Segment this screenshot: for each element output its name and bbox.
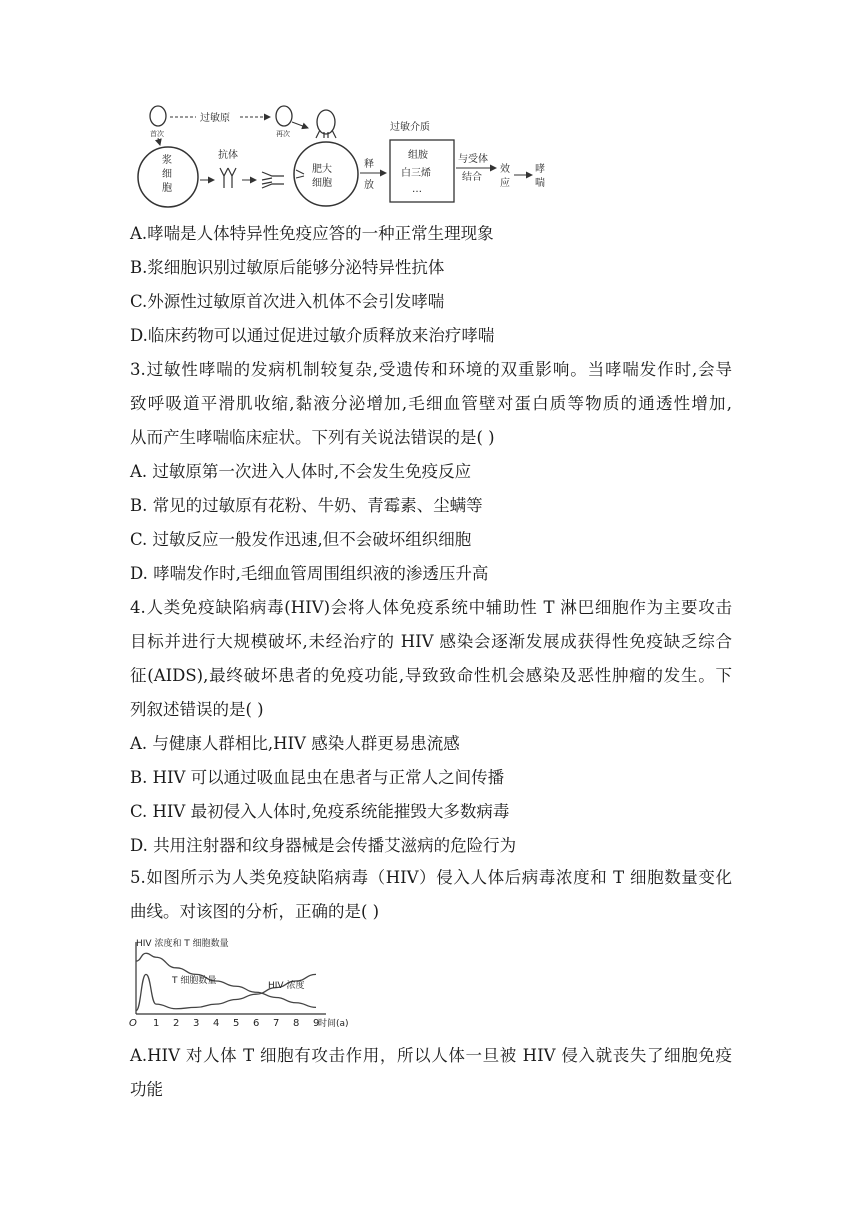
mast-cell-label-2: 细胞 (312, 178, 332, 189)
bind-receptor-label-2: 结合 (462, 172, 482, 183)
q3-stem-line-2: 致呼吸道平滑肌收缩,黏液分泌增加,毛细血管壁对蛋白质等物质的通透性增加, (130, 394, 732, 413)
q2-option-a: A.哮喘是人体特异性免疫应答的一种正常生理现象 (130, 224, 494, 243)
release-label-1: 释 (364, 159, 374, 170)
allergen-first-icon (150, 106, 166, 126)
allergen-second-icon (276, 106, 292, 126)
x-tick-label: 8 (293, 1018, 300, 1029)
mediator-item-2: 白三烯 (401, 168, 431, 179)
q4-option-b: B. HIV 可以通过吸血昆虫在患者与正常人之间传播 (130, 768, 505, 787)
asthma-label-1: 哮 (535, 164, 545, 175)
hiv-series-label: HIV 浓度 (268, 981, 305, 991)
plasma-cell-label-3: 胞 (162, 183, 172, 194)
x-tick-label: 7 (273, 1018, 280, 1029)
mast-cell-label-1: 肥大 (312, 164, 332, 175)
q3-stem-line-3: 从而产生哮喘临床症状。下列有关说法错误的是( ) (130, 428, 495, 447)
q5-stem-line-2: 曲线。对该图的分析，正确的是( ) (130, 902, 380, 921)
q4-stem-line-1: 4.人类免疫缺陷病毒(HIV)会将人体免疫系统中辅助性 T 淋巴细胞作为主要攻击 (130, 598, 732, 617)
q4-option-a: A. 与健康人群相比,HIV 感染人群更易患流感 (130, 734, 460, 753)
x-tick-label: 5 (233, 1018, 240, 1029)
release-label-2: 放 (364, 180, 374, 191)
allergen-label: 过敏原 (200, 113, 230, 124)
q4-stem-line-4: 列叙述错误的是( ) (130, 700, 264, 719)
q3-option-d: D. 哮喘发作时,毛细血管周围组织液的渗透压升高 (130, 564, 489, 583)
effect-label-1: 效 (500, 164, 510, 175)
allergy-mechanism-diagram (128, 100, 558, 210)
first-time-label: 首次 (150, 130, 164, 138)
second-time-label: 再次 (276, 130, 290, 138)
q4-stem-line-3: 征(AIDS),最终破坏患者的免疫功能,导致致命性机会感染及恶性肿瘤的发生。下 (130, 666, 732, 685)
x-tick-labels (153, 1018, 319, 1029)
mediator-item-3: … (412, 184, 422, 195)
plasma-cell-label-2: 细 (162, 169, 172, 180)
x-tick-label: 4 (213, 1018, 220, 1029)
antibody-bound-icon (262, 172, 284, 188)
q3-option-c: C. 过敏反应一般发作迅速,但不会破坏组织细胞 (130, 530, 472, 549)
q3-option-a: A. 过敏原第一次进入人体时,不会发生免疫反应 (130, 462, 472, 481)
plasma-cell-label-1: 浆 (162, 155, 172, 166)
asthma-label-2: 喘 (535, 178, 545, 189)
hiv-tcell-chart (128, 934, 364, 1030)
x-tick-label: 1 (153, 1018, 160, 1029)
effect-label-2: 应 (500, 178, 510, 189)
antibody-icon (220, 168, 236, 188)
t-cell-series-label: T 细胞数量 (172, 976, 217, 986)
mediator-item-1: 组胺 (408, 150, 428, 161)
q5-stem-line-1: 5.如图所示为人类免疫缺陷病毒（HIV）侵入人体后病毒浓度和 T 细胞数量变化 (130, 868, 732, 887)
hiv-concentration-line (136, 974, 316, 1010)
bind-receptor-label-1: 与受体 (458, 154, 488, 165)
x-tick-label: 3 (193, 1018, 200, 1029)
origin-label: O (129, 1018, 137, 1029)
antibody-label: 抗体 (218, 150, 238, 161)
q5-option-a-line-1: A.HIV 对人体 T 细胞有攻击作用，所以人体一旦被 HIV 侵入就丧失了细胞免疫 (130, 1046, 732, 1065)
q3-stem-line-1: 3.过敏性哮喘的发病机制较复杂,受遗传和环境的双重影响。当哮喘发作时,会导 (130, 360, 732, 379)
q2-option-b: B.浆细胞识别过敏原后能够分泌特异性抗体 (130, 258, 445, 277)
y-axis-label: HIV 浓度和 T 细胞数量 (136, 939, 229, 949)
x-axis-label: 时间(a) (318, 1019, 349, 1029)
q4-option-c: C. HIV 最初侵入人体时,免疫系统能摧毁大多数病毒 (130, 802, 510, 821)
q3-option-b: B. 常见的过敏原有花粉、牛奶、青霉素、尘螨等 (130, 496, 483, 515)
x-tick-label: 6 (253, 1018, 260, 1029)
x-tick-label: 2 (173, 1018, 180, 1029)
q4-option-d: D. 共用注射器和纹身器械是会传播艾滋病的危险行为 (130, 836, 517, 855)
q2-option-c: C.外源性过敏原首次进入机体不会引发哮喘 (130, 292, 445, 311)
q2-option-d: D.临床药物可以通过促进过敏介质释放来治疗哮喘 (130, 326, 495, 345)
q4-stem-line-2: 目标并进行大规模破坏,未经治疗的 HIV 感染会逐渐发展成获得性免疫缺乏综合 (130, 632, 732, 651)
x-tick-label: 9 (313, 1018, 320, 1029)
q5-option-a-line-2: 功能 (130, 1080, 163, 1099)
mediator-title: 过敏介质 (390, 122, 430, 133)
